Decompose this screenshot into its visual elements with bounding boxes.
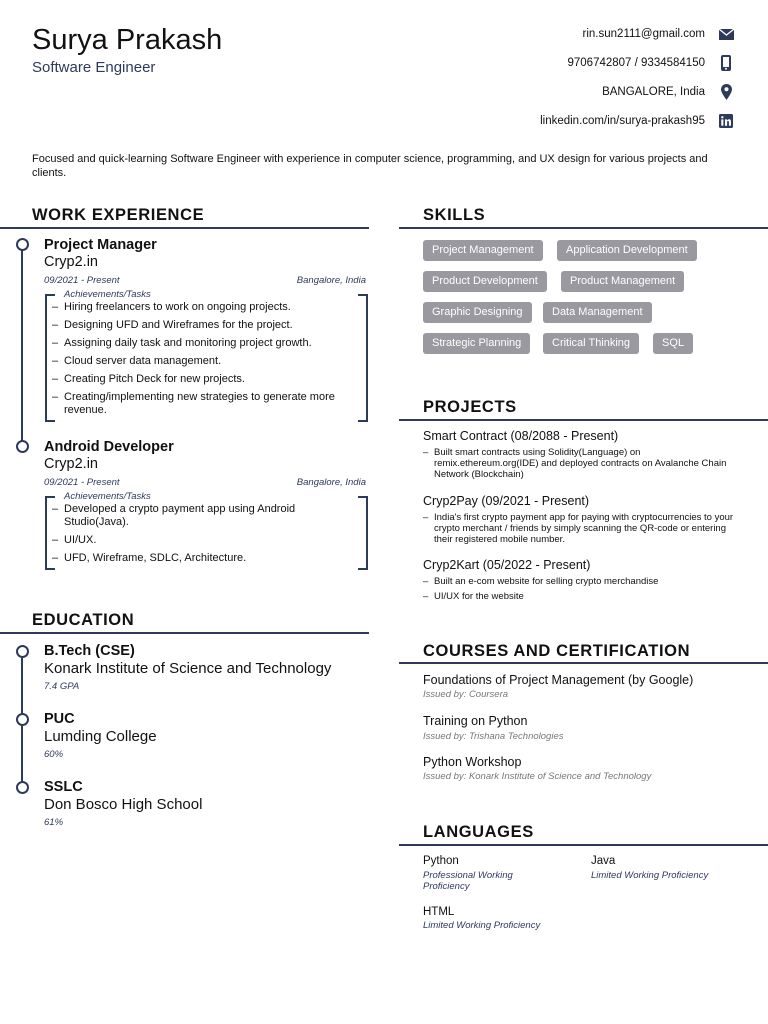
edu-grade: 61% xyxy=(44,817,64,828)
language-name: HTML xyxy=(423,906,455,918)
job-dates: 09/2021 - Present xyxy=(44,477,120,488)
course-issuer: Issued by: Konark Institute of Science and Technology xyxy=(423,771,652,782)
list-item: – UI/UX for the website xyxy=(423,591,524,602)
edu-school: Lumding College xyxy=(44,728,157,745)
edu-grade: 60% xyxy=(44,749,64,760)
course-issuer: Issued by: Coursera xyxy=(423,689,509,700)
projects-heading: PROJECTS xyxy=(423,398,517,416)
list-item: – Hiring freelancers to work on ongoing projects. xyxy=(52,301,291,313)
project-bullets xyxy=(423,447,733,480)
education-heading: EDUCATION xyxy=(32,611,135,629)
language-level: Professional Working Proficiency xyxy=(423,870,513,892)
contact-location xyxy=(602,83,734,101)
project-title: Smart Contract (08/2088 - Present) xyxy=(423,429,619,443)
email-text: rin.sun2111@gmail.com xyxy=(582,28,705,40)
project-bullets xyxy=(423,512,735,545)
professional-summary: Focused and quick-learning Software Engineer with experience in computer science, programming, and UX design for various projects and clients. xyxy=(32,153,708,179)
edu-degree: SSLC xyxy=(44,779,83,795)
job-location: Bangalore, India xyxy=(296,477,366,488)
skill-tag: Product Management xyxy=(561,271,684,292)
languages-divider xyxy=(399,844,768,846)
course-issuer: Issued by: Trishana Technologies xyxy=(423,731,564,742)
skill-tag: Product Development xyxy=(423,271,547,292)
project-title: Cryp2Kart (05/2022 - Present) xyxy=(423,558,591,572)
timeline-dot xyxy=(16,440,29,453)
language-level: Limited Working Proficiency xyxy=(591,870,709,881)
skills-heading: SKILLS xyxy=(423,206,486,224)
language-name: Java xyxy=(591,855,616,867)
job-dates: 09/2021 - Present xyxy=(44,275,120,286)
course-title: Foundations of Project Management (by Google) xyxy=(423,673,694,687)
list-item: – Developed a crypto payment app using Android Studio(Java). xyxy=(52,503,296,528)
skill-tag: Data Management xyxy=(543,302,652,323)
courses-heading: COURSES AND CERTIFICATION xyxy=(423,642,691,660)
skill-tag: SQL xyxy=(653,333,693,354)
list-item: – UFD, Wireframe, SDLC, Architecture. xyxy=(52,552,247,564)
list-item: – Built an e-com website for selling crypto merchandise xyxy=(423,576,659,587)
job-location: Bangalore, India xyxy=(296,275,366,286)
linkedin-text: linkedin.com/in/surya-prakash95 xyxy=(540,115,705,127)
envelope-icon xyxy=(718,26,734,42)
skill-tag: Graphic Designing xyxy=(423,302,532,323)
candidate-name: Surya Prakash xyxy=(32,24,223,56)
edu-degree: B.Tech (CSE) xyxy=(44,643,135,659)
list-item: – UI/UX. xyxy=(52,534,97,546)
job-role: Project Manager xyxy=(44,237,157,253)
work-experience-heading: WORK EXPERIENCE xyxy=(32,206,205,224)
timeline-dot xyxy=(16,645,29,658)
skills-divider xyxy=(399,227,768,229)
courses-divider xyxy=(399,662,768,664)
achievements-list xyxy=(52,503,342,565)
projects-divider xyxy=(399,419,768,421)
list-item: – Creating Pitch Deck for new projects. xyxy=(52,373,245,385)
timeline-dot xyxy=(16,713,29,726)
language-name: Python xyxy=(423,855,459,867)
work-timeline-line xyxy=(21,245,23,447)
timeline-dot xyxy=(16,238,29,251)
skill-tag: Application Development xyxy=(557,240,697,261)
location-pin-icon xyxy=(718,84,734,100)
job-company: Cryp2.in xyxy=(44,456,98,472)
list-item: – Cloud server data management. xyxy=(52,355,222,367)
job-role: Android Developer xyxy=(44,439,174,455)
course-title: Training on Python xyxy=(423,714,528,728)
edu-school: Konark Institute of Science and Technology xyxy=(44,660,332,677)
skill-tag: Project Management xyxy=(423,240,543,261)
achievements-label: Achievements/Tasks xyxy=(64,491,151,502)
list-item: – Designing UFD and Wireframes for the project. xyxy=(52,319,293,331)
achievements-list xyxy=(52,301,357,417)
project-bullets xyxy=(423,576,733,602)
list-item: – Creating/implementing new strategies to generate more revenue. xyxy=(52,391,335,416)
candidate-title: Software Engineer xyxy=(32,59,156,76)
edu-degree: PUC xyxy=(44,711,75,727)
location-text: BANGALORE, India xyxy=(602,86,705,98)
contact-phone[interactable] xyxy=(567,54,734,72)
job-company: Cryp2.in xyxy=(44,254,98,270)
edu-school: Don Bosco High School xyxy=(44,796,203,813)
contact-email[interactable] xyxy=(583,25,734,43)
list-item: – Assigning daily task and monitoring project growth. xyxy=(52,337,312,349)
phone-icon xyxy=(718,55,734,71)
linkedin-icon xyxy=(718,113,734,129)
project-title: Cryp2Pay (09/2021 - Present) xyxy=(423,494,590,508)
course-title: Python Workshop xyxy=(423,755,522,769)
achievements-label: Achievements/Tasks xyxy=(64,289,151,300)
timeline-dot xyxy=(16,781,29,794)
work-experience-divider xyxy=(0,227,369,229)
phone-text: 9706742807 / 9334584150 xyxy=(567,57,705,69)
edu-grade: 7.4 GPA xyxy=(44,681,80,692)
contact-linkedin[interactable] xyxy=(540,112,734,130)
list-item: – Built smart contracts using Solidity(Language) on remix.ethereum.org(IDE) and deployed contracts on Avalanche Chain Network (Blockchain) xyxy=(423,447,727,480)
language-level: Limited Working Proficiency xyxy=(423,920,541,931)
education-divider xyxy=(0,632,369,634)
languages-heading: LANGUAGES xyxy=(423,823,534,841)
list-item: – India's first crypto payment app for paying with cryptocurrencies to your crypto merchant / friends by simply scanning the QR-code or entering their registered mobile number. xyxy=(423,512,734,545)
skill-tag: Critical Thinking xyxy=(543,333,639,354)
skill-tag: Strategic Planning xyxy=(423,333,530,354)
